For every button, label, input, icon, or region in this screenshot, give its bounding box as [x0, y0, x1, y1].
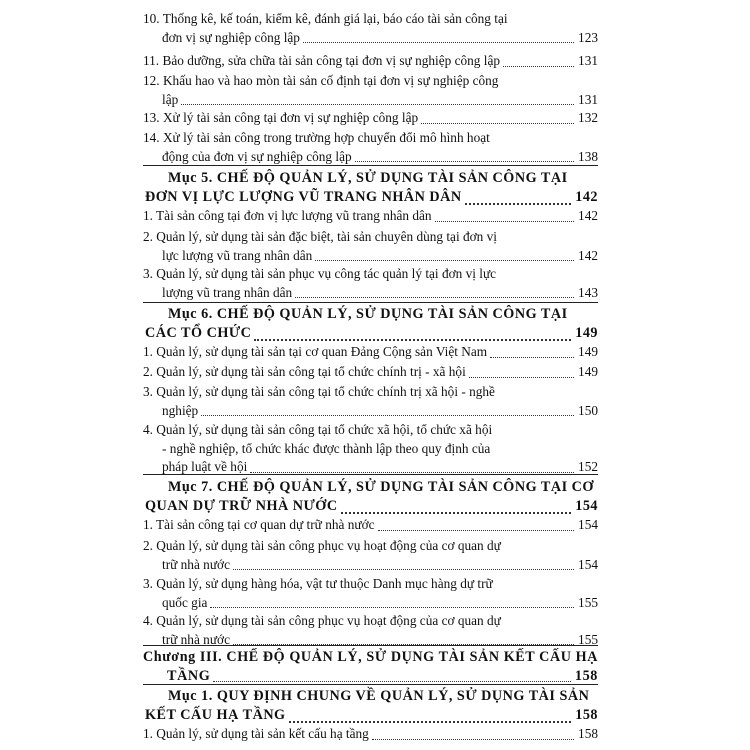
- toc-entry-text: QUAN DỰ TRỮ NHÀ NƯỚC: [145, 498, 338, 514]
- toc-page-number: 158: [575, 707, 598, 723]
- toc-item[interactable]: [0, 612, 750, 649]
- toc-entry-text: 4. Quản lý, sử dụng tài sản công tại tổ chức xã hội, tổ chức xã hội: [143, 422, 493, 437]
- toc-entry-text: 12. Khấu hao và hao mòn tài sản cố định tại đơn vị sự nghiệp công: [143, 73, 499, 88]
- toc-page-number: 158: [578, 726, 598, 741]
- toc-page-number: 154: [578, 517, 598, 532]
- toc-item[interactable]: [0, 383, 750, 420]
- toc-entry-text: - nghề nghiệp, tổ chức khác được thành lập theo quy định của: [162, 440, 491, 456]
- dot-leader: [295, 297, 574, 298]
- dot-leader: [435, 221, 574, 222]
- toc-entry-text: 1. Tài sản công tại đơn vị lực lượng vũ trang nhân dân: [143, 208, 432, 223]
- toc-page-number: 158: [574, 667, 598, 684]
- toc-page-number: 155: [578, 594, 598, 610]
- toc-entry-text: động của đơn vị sự nghiệp công lập: [162, 148, 352, 164]
- dot-leader: [465, 203, 572, 205]
- dot-leader: [233, 569, 574, 570]
- toc-page-number: 149: [575, 325, 598, 341]
- toc-item[interactable]: [0, 109, 750, 128]
- toc-entry-text: TẦNG: [167, 667, 211, 684]
- toc-page-number: 123: [578, 29, 598, 45]
- toc-page-number: 149: [578, 344, 598, 359]
- toc-entry-text: trữ nhà nước: [162, 631, 230, 647]
- toc-entry-text: Mục 1. QUY ĐỊNH CHUNG VỀ QUẢN LÝ, SỬ DỤNG TÀI SẢN: [168, 688, 590, 704]
- toc-entry-text: đơn vị sự nghiệp công lập: [162, 29, 300, 45]
- toc-page-number: 150: [578, 402, 598, 418]
- toc-section[interactable]: [0, 688, 750, 726]
- toc-entry-text: 2. Quản lý, sử dụng tài sản đặc biệt, tài sản chuyên dùng tại đơn vị: [143, 229, 497, 244]
- toc-entry-text: lực lượng vũ trang nhân dân: [162, 247, 313, 263]
- toc-entry-text: Mục 6. CHẾ ĐỘ QUẢN LÝ, SỬ DỤNG TÀI SẢN CÔNG TẠI: [168, 306, 568, 322]
- toc-item[interactable]: [0, 537, 750, 574]
- toc-entry-text: 3. Quản lý, sử dụng tài sản phục vụ công tác quản lý tại đơn vị lực: [143, 266, 497, 281]
- dot-leader: [289, 721, 572, 723]
- toc-page-number: 142: [578, 208, 598, 223]
- toc-page-number: 132: [578, 110, 598, 125]
- toc-entry-text: 13. Xử lý tài sản công tại đơn vị sự nghiệp công lập: [143, 110, 419, 125]
- toc-entry-text: Mục 7. CHẾ ĐỘ QUẢN LÝ, SỬ DỤNG TÀI SẢN CÔNG TẠI CƠ: [168, 479, 594, 495]
- dot-leader: [213, 681, 571, 682]
- toc-page-number: 142: [575, 189, 598, 205]
- toc-section[interactable]: [0, 479, 750, 517]
- dot-leader: [378, 530, 575, 531]
- toc-item[interactable]: [0, 228, 750, 265]
- toc-item[interactable]: [0, 725, 750, 744]
- toc-item[interactable]: [0, 52, 750, 71]
- toc-page-number: 152: [578, 459, 598, 474]
- dot-leader: [250, 472, 574, 473]
- toc-page-number: 138: [578, 148, 598, 164]
- toc-item[interactable]: [0, 10, 750, 47]
- toc-entry-text: 14. Xử lý tài sản công trong trường hợp chuyển đổi mô hình hoạt: [143, 130, 490, 145]
- toc-item[interactable]: [0, 343, 750, 362]
- toc-item[interactable]: [0, 363, 750, 382]
- toc-page-number: 149: [578, 364, 598, 379]
- dot-leader: [210, 607, 574, 608]
- toc-entry-text: 3. Quản lý, sử dụng hàng hóa, vật tư thuộc Danh mục hàng dự trữ: [143, 576, 493, 591]
- toc-page-number: 154: [578, 556, 598, 572]
- toc-entry-text: ĐƠN VỊ LỰC LƯỢNG VŨ TRANG NHÂN DÂN: [145, 189, 462, 205]
- toc-section[interactable]: [0, 170, 750, 208]
- toc-page-number: 155: [578, 631, 598, 647]
- toc-entry-text: KẾT CẤU HẠ TẦNG: [145, 707, 286, 723]
- toc-page-number: 131: [578, 91, 598, 107]
- toc-entry-text: 10. Thống kê, kế toán, kiểm kê, đánh giá lại, báo cáo tài sản công tại: [143, 11, 508, 26]
- dot-leader: [341, 512, 572, 514]
- dot-leader: [372, 739, 574, 740]
- toc-page-number: 131: [578, 53, 598, 68]
- toc-page-number: 142: [578, 247, 598, 263]
- toc-entry-text: Mục 5. CHẾ ĐỘ QUẢN LÝ, SỬ DỤNG TÀI SẢN CÔNG TẠI: [168, 170, 568, 186]
- toc-item[interactable]: [0, 421, 750, 477]
- toc-entry-text: 11. Bảo dưỡng, sửa chữa tài sản công tại đơn vị sự nghiệp công lập: [143, 53, 501, 68]
- dot-leader: [503, 66, 574, 67]
- toc-item[interactable]: [0, 129, 750, 166]
- toc-entry-text: 1. Quản lý, sử dụng tài sản kết cấu hạ tầng: [143, 726, 369, 741]
- dot-leader: [315, 260, 574, 261]
- toc-item[interactable]: [0, 207, 750, 226]
- toc-entry-text: 3. Quản lý, sử dụng tài sản công tại tổ chức chính trị xã hội - nghề: [143, 384, 495, 399]
- toc-entry-text: CÁC TỔ CHỨC: [145, 325, 252, 341]
- dot-leader: [254, 339, 571, 341]
- dot-leader: [490, 357, 574, 358]
- toc-section[interactable]: [0, 306, 750, 344]
- toc-entry-text: lượng vũ trang nhân dân: [162, 284, 293, 300]
- dot-leader: [469, 377, 574, 378]
- toc-item[interactable]: [0, 516, 750, 535]
- toc-item[interactable]: [0, 575, 750, 612]
- toc-item[interactable]: [0, 265, 750, 302]
- toc-entry-text: quốc gia: [162, 594, 208, 610]
- toc-entry-text: nghiệp: [162, 402, 199, 418]
- dot-leader: [181, 104, 574, 105]
- toc-entry-text: 2. Quản lý, sử dụng tài sản công phục vụ hoạt động của cơ quan dự: [143, 538, 501, 553]
- toc-entry-text: trữ nhà nước: [162, 556, 230, 572]
- toc-chapter[interactable]: [0, 649, 750, 686]
- toc-page-number: 154: [575, 498, 598, 514]
- toc-entry-text: 2. Quản lý, sử dụng tài sản công tại tổ chức chính trị - xã hội: [143, 364, 466, 379]
- dot-leader: [201, 415, 574, 416]
- toc-entry-text: lập: [162, 91, 179, 107]
- dot-leader: [421, 123, 574, 124]
- toc-entry-text: 4. Quản lý, sử dụng tài sản công phục vụ hoạt động của cơ quan dự: [143, 613, 501, 628]
- dot-leader: [233, 644, 574, 645]
- toc-entry-text: 1. Quản lý, sử dụng tài sản tại cơ quan Đảng Cộng sản Việt Nam: [143, 344, 488, 359]
- dot-leader: [355, 161, 574, 162]
- toc-entry-text: pháp luật về hội: [162, 459, 248, 474]
- toc-entry-text: 1. Tài sản công tại cơ quan dự trữ nhà nước: [143, 517, 375, 532]
- section-divider: [143, 302, 598, 303]
- toc-entry-text: Chương III. CHẾ ĐỘ QUẢN LÝ, SỬ DỤNG TÀI SẢN KẾT CẤU HẠ: [143, 649, 598, 665]
- dot-leader: [303, 42, 574, 43]
- toc-page-number: 143: [578, 284, 598, 300]
- toc-item[interactable]: [0, 72, 750, 109]
